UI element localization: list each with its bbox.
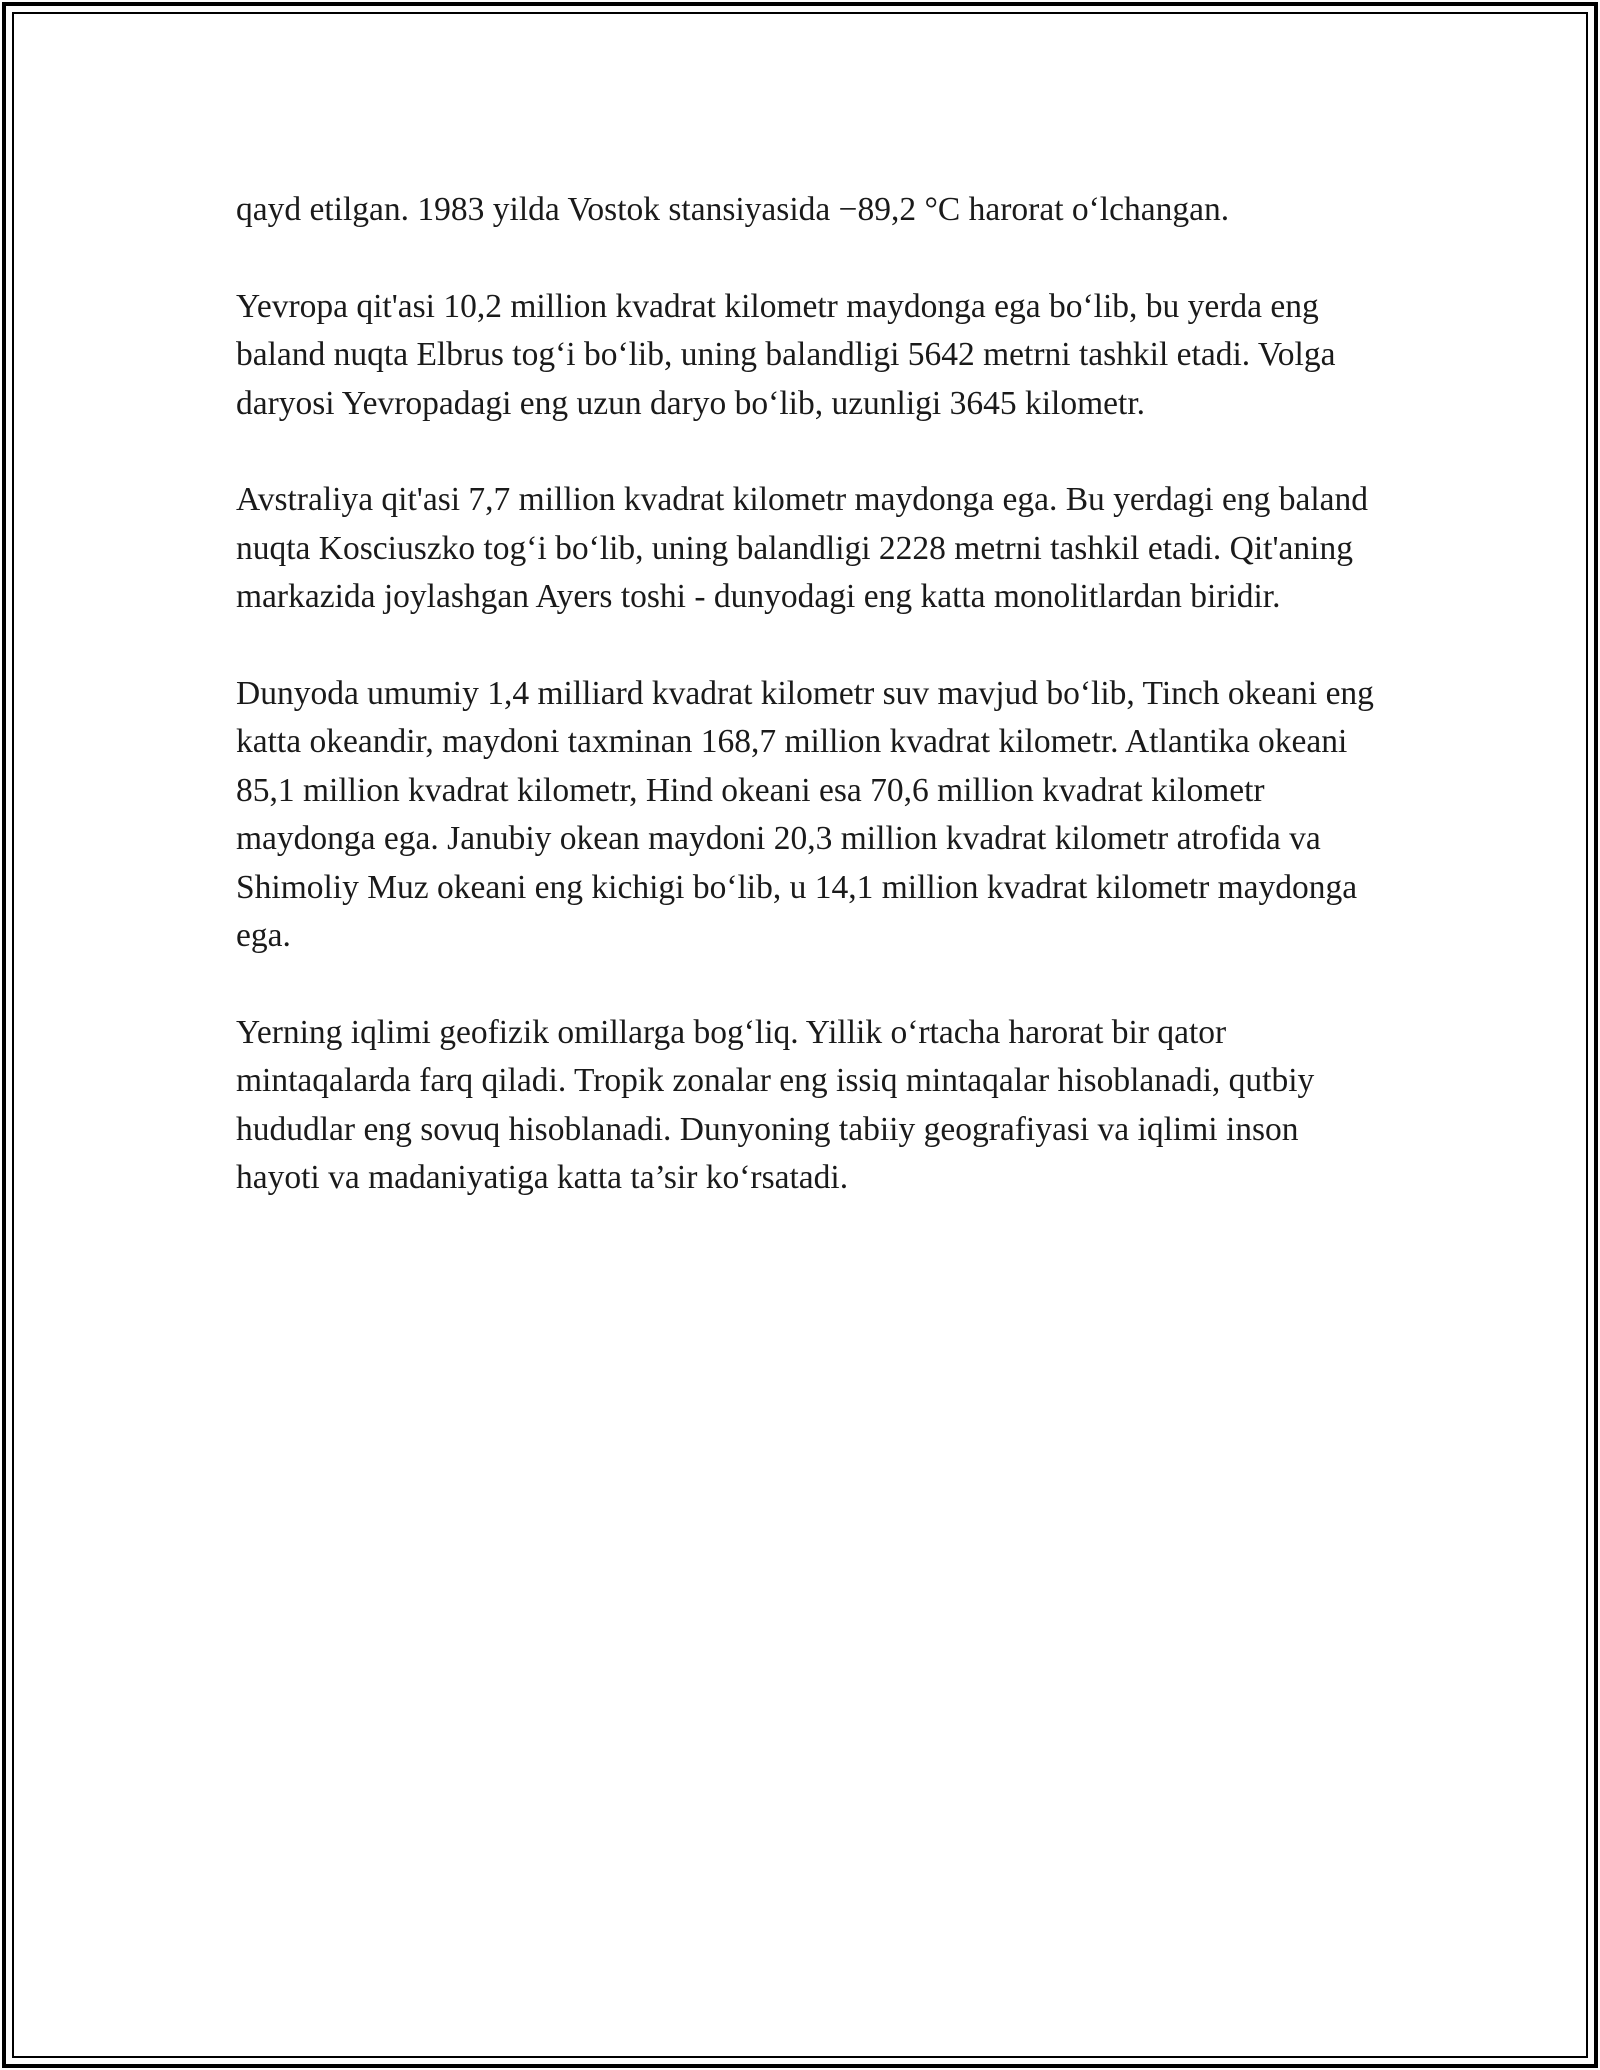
paragraph-australia: Avstraliya qit'asi 7,7 million kvadrat kilometr maydonga ega. Bu yerdagi eng baland nuqta Kosciuszko togʻi boʻlib, uning balandligi 2228 metrni tashkil etadi. Qit'aning markazida joylashgan Ayers toshi - dunyodagi eng katta monolitlardan biridir. [236,481,1369,615]
paragraph-climate: Yerning iqlimi geofizik omillarga bogʻliq. Yillik oʻrtacha harorat bir qator mintaqalarda farq qiladi. Tropik zonalar eng issiq mintaqalar hisoblanadi, qutbiy hududlar eng sovuq hisoblanadi. Dunyoning tabiiy geografiyasi va iqlimi inson hayoti va madaniyatiga katta ta’sir koʻrsatadi. [236,1013,1315,1196]
paragraph-oceans: Dunyoda umumiy 1,4 milliard kvadrat kilometr suv mavjud boʻlib, Tinch okeani eng katta okeandir, maydoni taxminan 168,7 million kvadrat kilometr. Atlantika okeani 85,1 million kvadrat kilometr, Hind okeani esa 70,6 million kvadrat kilometr maydonga ega. Janubiy okean maydoni 20,3 million kvadrat kilometr atrofida va Shimoliy Muz okeani eng kichigi boʻlib, u 14,1 million kvadrat kilometr maydonga ega. [236,674,1374,954]
document-body [236,186,1376,1251]
paragraph-vostok-temperature: qayd etilgan. 1983 yilda Vostok stansiyasida −89,2 °C harorat oʻlchangan. [236,191,1230,228]
paragraph-europe: Yevropa qit'asi 10,2 million kvadrat kilometr maydonga ega boʻlib, bu yerda eng baland nuqta Elbrus togʻi boʻlib, uning balandligi 5642 metrni tashkil etadi. Volga daryosi Yevropadagi eng uzun daryo boʻlib, uzunligi 3645 kilometr. [236,287,1336,422]
